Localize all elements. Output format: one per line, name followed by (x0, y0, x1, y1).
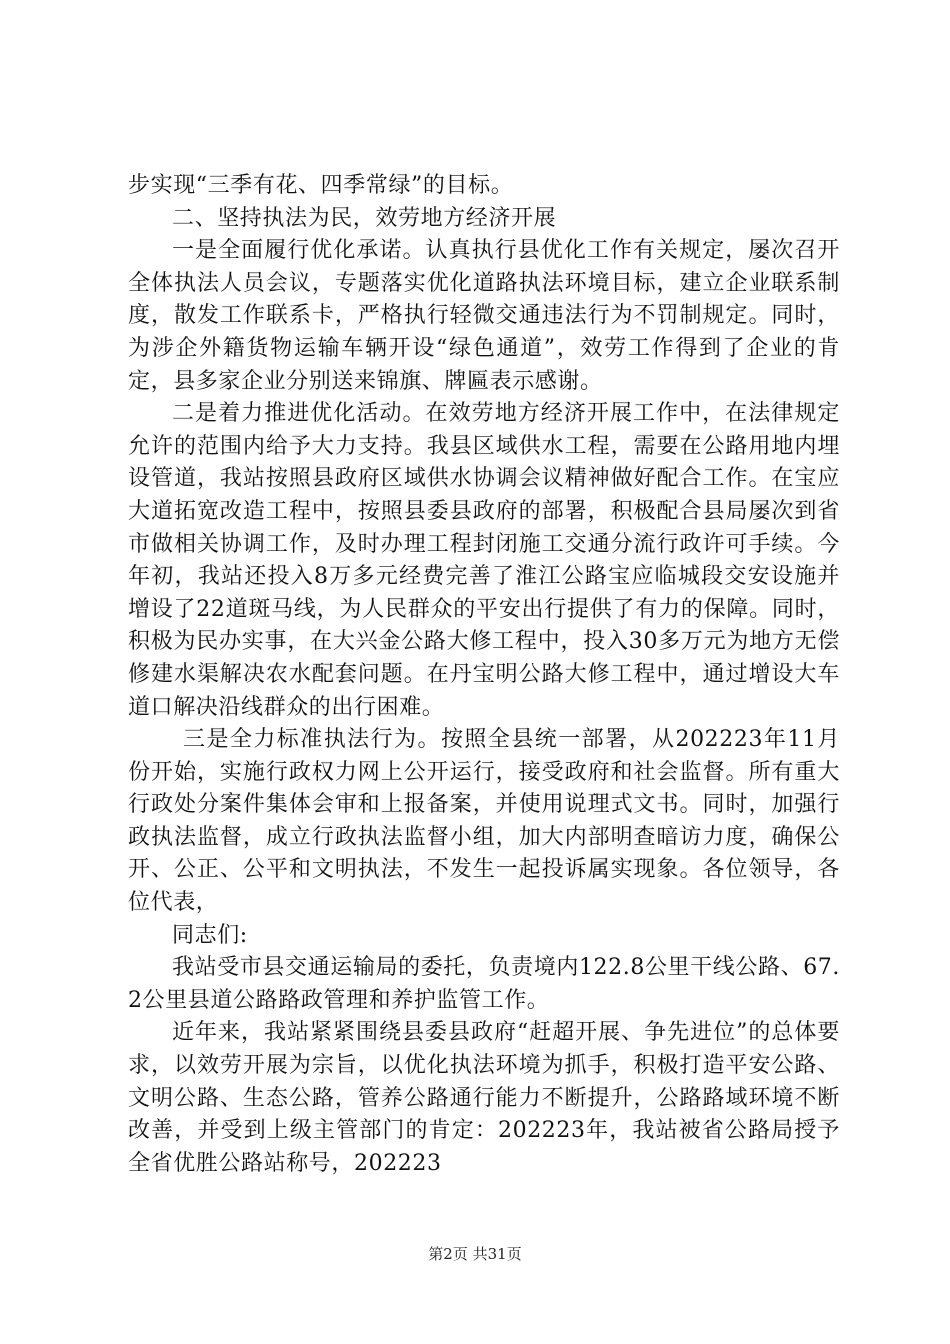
document-body (128, 170, 840, 1180)
paragraph-recent-years: 近年来，我站紧紧围绕县委县政府“赶超开展、争先进位”的总体要求，以效劳开展为宗旨，以优化执法环境为抓手，积极打造平安公路、文明公路、生态公路，管养公路通行能力不断提升，公路路域环境不断改善，并受到上级主管部门的肯定：202223年，我站被省公路局授予全省优胜公路站称号，202223 (128, 1020, 840, 1176)
section-heading: 二、坚持执法为民，效劳地方经济开展 (172, 205, 557, 231)
paragraph-enforcement: 三是全力标准执法行为。按照全县统一部署，从202223年11月份开始，实施行政权力网上公开运行，接受政府和社会监督。所有重大行政处分案件集体会审和上报备案，并使用说理式文书。同时，加强行政执法监督，成立行政执法监督小组，加大内部明查暗访力度，确保公开、公正、公平和文明执法，不发生一起投诉属实现象。各位领导，各位代表， (128, 727, 840, 916)
page-number: 第2页 共31页 (428, 1245, 522, 1263)
paragraph-continuation: 步实现“三季有花、四季常绿”的目标。 (128, 173, 514, 198)
paragraph-salutation: 同志们: (172, 922, 248, 948)
paragraph-commitment: 一是全面履行优化承诺。认真执行县优化工作有关规定，屡次召开全体执法人员会议，专题落实优化道路执法环境目标，建立企业联系制度，散发工作联系卡，严格执行轻微交通违法行为不罚制规定。同时，为涉企外籍货物运输车辆开设“绿色通道”，效劳工作得到了企业的肯定，县多家企业分别送来锦旗、牌匾表示感谢。 (128, 238, 840, 394)
paragraph-optimization: 二是着力推进优化活动。在效劳地方经济开展工作中，在法律规定允许的范围内给予大力支持。我县区域供水工程，需要在公路用地内埋设管道，我站按照县政府区域供水协调会议精神做好配合工作。在宝应大道拓宽改造工程中，按照县委县政府的部署，积极配合县局屡次到省市做相关协调工作，及时办理工程封闭施工交通分流行政许可手续。今年初，我站还投入8万多元经费完善了淮江公路宝应临城段交安设施并增设了22道斑马线，为人民群众的平安出行提供了有力的保障。同时，积极为民办实事，在大兴金公路大修工程中，投入30多万元为地方无偿修建水渠解决农水配套问题。在丹宝明公路大修工程中，通过增设大车道口解决沿线群众的出行困难。 (128, 401, 840, 720)
paragraph-responsibility: 我站受市县交通运输局的委托，负责境内122.8公里干线公路、67.2公里县道公路路政管理和养护监管工作。 (128, 955, 840, 1013)
